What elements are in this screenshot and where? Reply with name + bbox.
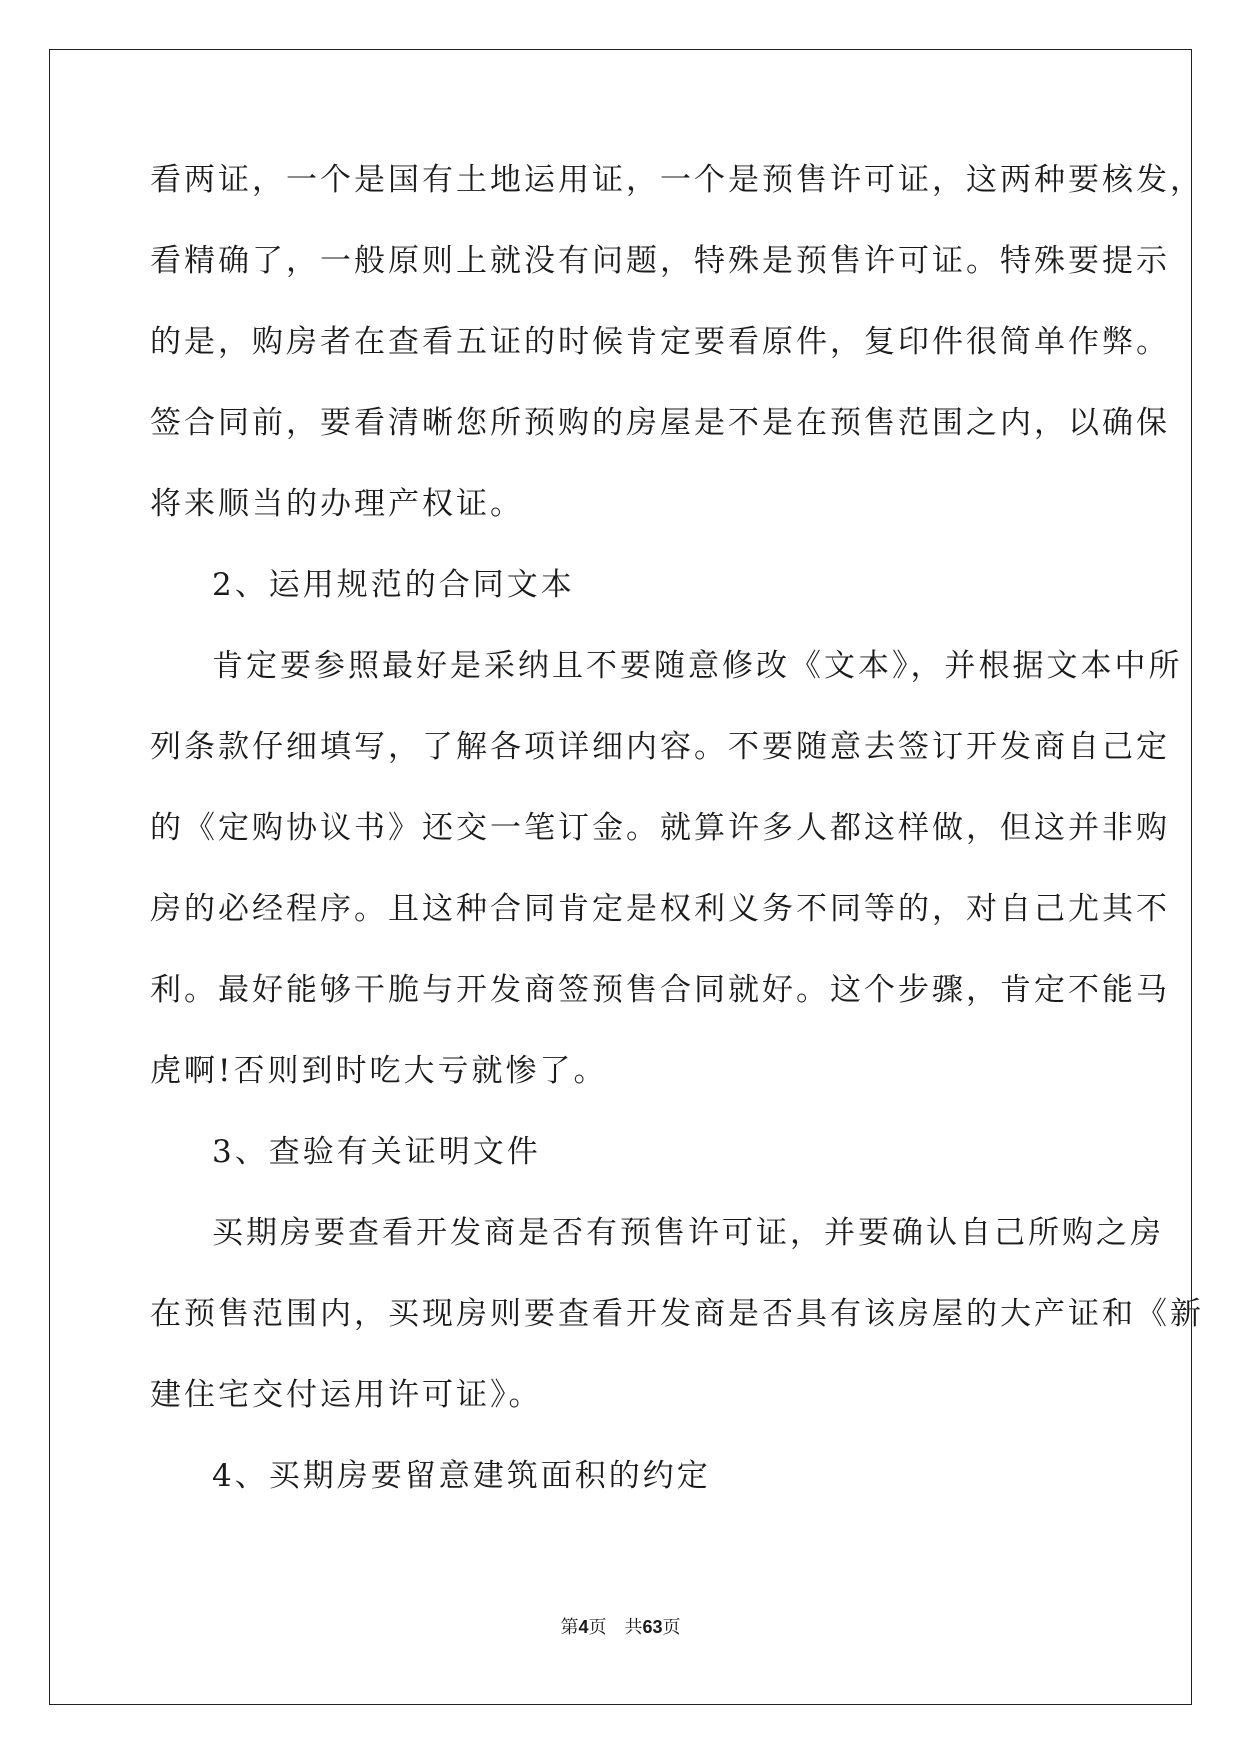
page-number: 4: [578, 1617, 589, 1637]
body-line: 列条款仔细填写，了解各项详细内容。不要随意去签订开发商自己定: [150, 729, 1170, 765]
document-body: [150, 160, 1204, 1537]
body-line: 签合同前，要看清晰您所预购的房屋是不是在预售范围之内，以确保: [150, 405, 1170, 441]
body-line: 看两证，一个是国有土地运用证，一个是预售许可证，这两种要核发，: [150, 162, 1204, 198]
section-heading: 4、买期房要留意建筑面积的约定: [212, 1458, 711, 1494]
paragraph-start-line: 买期房要查看开发商是否有预售许可证，并要确认自己所购之房: [212, 1215, 1164, 1251]
body-line: 房的必经程序。且这种合同肯定是权利义务不同等的，对自己尤其不: [150, 891, 1170, 927]
page-suffix: 页: [588, 1617, 607, 1638]
total-suffix: 页: [662, 1617, 681, 1638]
page-footer: [0, 1613, 1241, 1639]
total-pages: 63: [642, 1617, 663, 1637]
body-line: 的是，购房者在查看五证的时候肯定要看原件，复印件很简单作弊。: [150, 324, 1170, 360]
section-heading: 2、运用规范的合同文本: [212, 567, 575, 603]
section-heading: 3、查验有关证明文件: [212, 1134, 541, 1170]
body-line: 建住宅交付运用许可证》。: [150, 1377, 543, 1413]
body-line: 的《定购协议书》还交一笔订金。就算许多人都这样做，但这并非购: [150, 810, 1170, 846]
body-line: 将来顺当的办理产权证。: [150, 486, 524, 522]
total-prefix: 共: [624, 1617, 643, 1638]
page-prefix: 第: [560, 1617, 579, 1638]
body-line: 虎啊!否则到时吃大亏就惨了。: [150, 1053, 608, 1089]
paragraph-start-line: 肯定要参照最好是采纳且不要随意修改《文本》，并根据文本中所: [212, 648, 1183, 684]
body-line: 看精确了，一般原则上就没有问题，特殊是预售许可证。特殊要提示: [150, 243, 1170, 279]
body-line: 在预售范围内，买现房则要查看开发商是否具有该房屋的大产证和《新: [150, 1296, 1204, 1332]
body-line: 利。最好能够干脆与开发商签预售合同就好。这个步骤，肯定不能马: [150, 972, 1170, 1008]
